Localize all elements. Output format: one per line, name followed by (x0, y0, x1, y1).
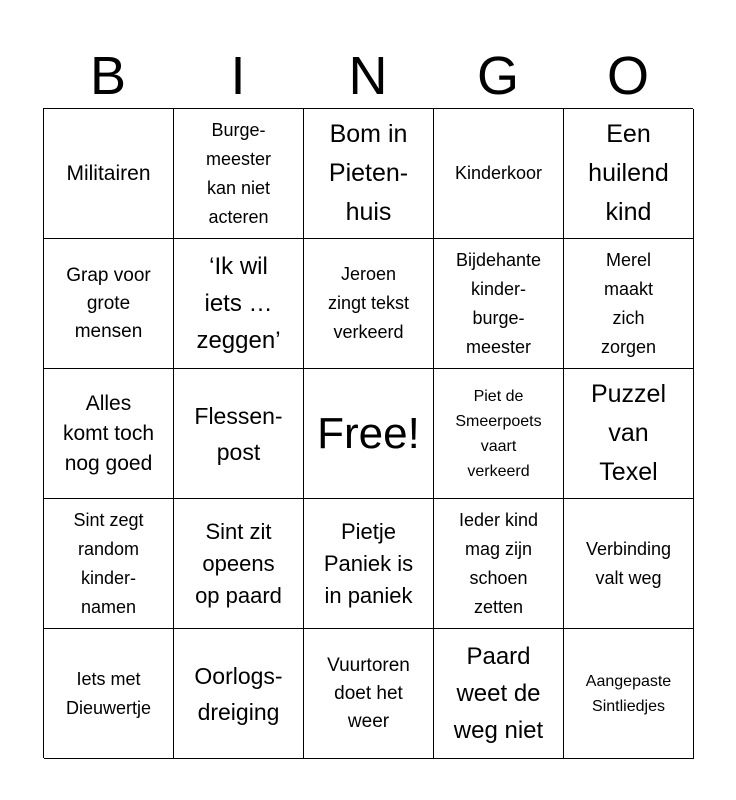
cell-text: ‘Ik wil iets … zeggen’ (196, 253, 281, 354)
bingo-cell-sint-zegt-namen[interactable] (44, 499, 174, 629)
bingo-cell-oorlogsdreiging[interactable] (174, 629, 304, 759)
header-letter-n: N (348, 46, 388, 106)
header-letter-g: G (476, 46, 519, 106)
cell-text: Kinderkoor (454, 163, 543, 183)
cell-text: Bijdehante kinder- burge- meester (455, 249, 542, 357)
bingo-cell-pietje-paniek[interactable] (304, 499, 434, 629)
bingo-cell-vuurtoren[interactable] (304, 629, 434, 759)
cell-text: Bom in Pieten- huis (328, 120, 409, 226)
cell-text: Puzzel van Texel (590, 380, 667, 486)
bingo-cell-kinderkoor[interactable] (434, 109, 564, 239)
cell-text: Oorlogs- dreiging (194, 662, 283, 725)
cell-text: Burge- meester kan niet acteren (205, 119, 272, 227)
bingo-cell-aangepaste-sintliedjes[interactable] (564, 629, 694, 759)
bingo-cell-flessenpost[interactable] (174, 369, 304, 499)
cell-text: Aangepaste Sintliedjes (585, 672, 672, 715)
cell-text: Pietje Paniek is in paniek (323, 518, 414, 608)
cell-text: Sint zit opeens op paard (195, 518, 282, 608)
bingo-cell-verbinding-valt-weg[interactable] (564, 499, 694, 629)
bingo-header (43, 44, 693, 108)
header-letter-o: O (606, 46, 649, 106)
bingo-board (43, 108, 693, 758)
bingo-cell-schoen-zetten[interactable] (434, 499, 564, 629)
cell-text: Een huilend kind (588, 120, 669, 226)
cell-text: Ieder kind mag zijn schoen zetten (458, 509, 539, 617)
cell-text: Piet de Smeerpoets vaart verkeerd (455, 387, 542, 480)
bingo-cell-grap-voor-grote-mensen[interactable] (44, 239, 174, 369)
header-letter-i: I (230, 46, 246, 106)
cell-text: Sint zegt random kinder- namen (73, 509, 144, 617)
cell-text: Alles komt toch nog goed (62, 391, 155, 475)
bingo-cell-bom-in-pietenhuis[interactable] (304, 109, 434, 239)
bingo-cell-sint-op-paard[interactable] (174, 499, 304, 629)
bingo-cell-alles-komt-goed[interactable] (44, 369, 174, 499)
bingo-cell-merel-maakt-zich-zorgen[interactable] (564, 239, 694, 369)
cell-text: Paard weet de weg niet (453, 643, 544, 744)
bingo-cell-een-huilend-kind[interactable] (564, 109, 694, 239)
cell-text: Merel maakt zich zorgen (600, 249, 657, 357)
header-letter-b: B (89, 46, 127, 106)
cell-text: Grap voor grote mensen (66, 264, 151, 342)
bingo-cell-iets-met-dieuwertje[interactable] (44, 629, 174, 759)
cell-text: Free! (317, 408, 420, 458)
bingo-cell-paard-weet-weg-niet[interactable] (434, 629, 564, 759)
cell-text: Jeroen zingt tekst verkeerd (327, 264, 410, 342)
cell-text: Iets met Dieuwertje (65, 668, 152, 718)
cell-text: Vuurtoren doet het weer (327, 654, 410, 732)
bingo-cell-piet-de-smeerpoets[interactable] (434, 369, 564, 499)
bingo-cell-burgemeester[interactable] (174, 109, 304, 239)
bingo-cell-puzzel-van-texel[interactable] (564, 369, 694, 499)
bingo-cell-jeroen-zingt[interactable] (304, 239, 434, 369)
cell-text: Flessen- post (194, 402, 283, 465)
bingo-cell-bijdehante-burgemeester[interactable] (434, 239, 564, 369)
bingo-cell-ik-wil-iets-zeggen[interactable] (174, 239, 304, 369)
bingo-cell-militairen[interactable] (44, 109, 174, 239)
cell-text: Verbinding valt weg (585, 538, 672, 588)
bingo-cell-free[interactable] (304, 369, 434, 499)
cell-text: Militairen (66, 161, 151, 185)
